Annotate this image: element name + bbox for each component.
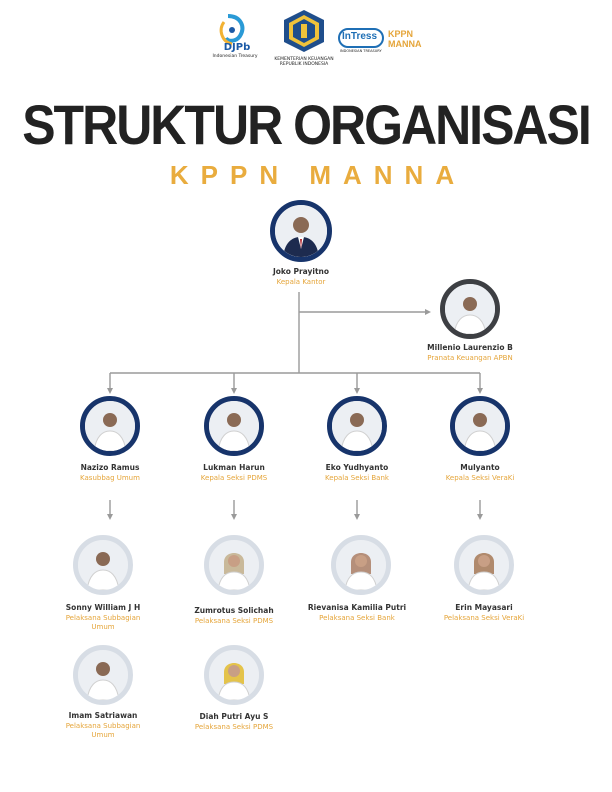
kppn-logo-line2: MANNA	[388, 39, 422, 49]
intress-logo-sub: INDONESIAN TREASURY	[340, 49, 382, 53]
person-photo-icon	[455, 401, 505, 451]
person-photo-icon	[78, 650, 128, 700]
section-head-1-name: Nazizo Ramus	[80, 463, 140, 472]
djpb-logo-sub: Indonesian Treasury	[212, 54, 258, 59]
djpb-logo-text: DJPb	[223, 42, 251, 53]
page-subtitle: KPPN MANNA	[169, 160, 467, 190]
section-head-1-role: Kasubbag Umum	[80, 474, 140, 482]
section-head-3-name: Eko Yudhyanto	[325, 463, 389, 472]
person-photo-icon	[336, 540, 386, 590]
person-photo-icon	[85, 401, 135, 451]
staff-4-role: Pelaksana Seksi VeraKi	[443, 614, 525, 622]
avatar-section-head-3	[327, 396, 387, 456]
staff-1-role: Pelaksana Subbagian Umum	[65, 614, 141, 631]
avatar-section-head-4	[450, 396, 510, 456]
intress-logo-text: InTress	[342, 31, 378, 42]
person-photo-icon	[332, 401, 382, 451]
section-head-4-name: Mulyanto	[460, 463, 500, 472]
staff-5-role: Pelaksana Subbagian Umum	[65, 722, 141, 739]
staff-3-role: Pelaksana Seksi Bank	[319, 614, 395, 622]
person-photo-icon	[445, 284, 495, 334]
section-head-3-role: Kepala Seksi Bank	[325, 474, 389, 482]
staff-4-name: Erin Mayasari	[455, 603, 513, 612]
person-photo-icon	[209, 650, 259, 700]
avatar-aside-staff	[440, 279, 500, 339]
avatar-staff-3	[331, 535, 391, 595]
kemenkeu-line2: REPUBLIK INDONESIA	[279, 62, 329, 67]
person-photo-icon	[209, 401, 259, 451]
avatar-staff-4	[454, 535, 514, 595]
avatar-staff-5	[73, 645, 133, 705]
page-title: STRUKTUR ORGANISASI	[22, 93, 590, 157]
section-head-2-role: Kepala Seksi PDMS	[200, 474, 268, 482]
avatar-head	[270, 200, 332, 262]
avatar-section-head-2	[204, 396, 264, 456]
staff-6-role: Pelaksana Seksi PDMS	[194, 723, 274, 731]
person-photo-icon	[78, 540, 128, 590]
person-photo-icon	[209, 540, 259, 590]
section-head-2-name: Lukman Harun	[203, 463, 265, 472]
aside-staff-name: Millenio Laurenzio B	[427, 343, 513, 352]
avatar-staff-1	[73, 535, 133, 595]
staff-2-role: Pelaksana Seksi PDMS	[194, 617, 274, 625]
staff-3-name: Rievanisa Kamilia Putri	[307, 603, 407, 612]
person-photo-icon	[275, 205, 327, 257]
head-role: Kepala Kantor	[276, 278, 326, 286]
staff-5-name: Imam Satriawan	[68, 711, 138, 720]
avatar-staff-6	[204, 645, 264, 705]
section-head-4-role: Kepala Seksi VeraKi	[445, 474, 515, 482]
person-photo-icon	[459, 540, 509, 590]
avatar-staff-2	[204, 535, 264, 595]
staff-1-name: Sonny William J H	[65, 603, 141, 612]
aside-staff-role: Pranata Keuangan APBN	[427, 354, 513, 362]
kemenkeu-line1: KEMENTERIAN KEUANGAN	[274, 57, 334, 62]
staff-6-name: Diah Putri Ayu S	[199, 712, 269, 721]
kppn-logo-line1: KPPN	[388, 29, 414, 39]
avatar-section-head-1	[80, 396, 140, 456]
head-name: Joko Prayitno	[272, 267, 330, 276]
staff-2-name: Zumrotus Solichah	[194, 606, 274, 615]
